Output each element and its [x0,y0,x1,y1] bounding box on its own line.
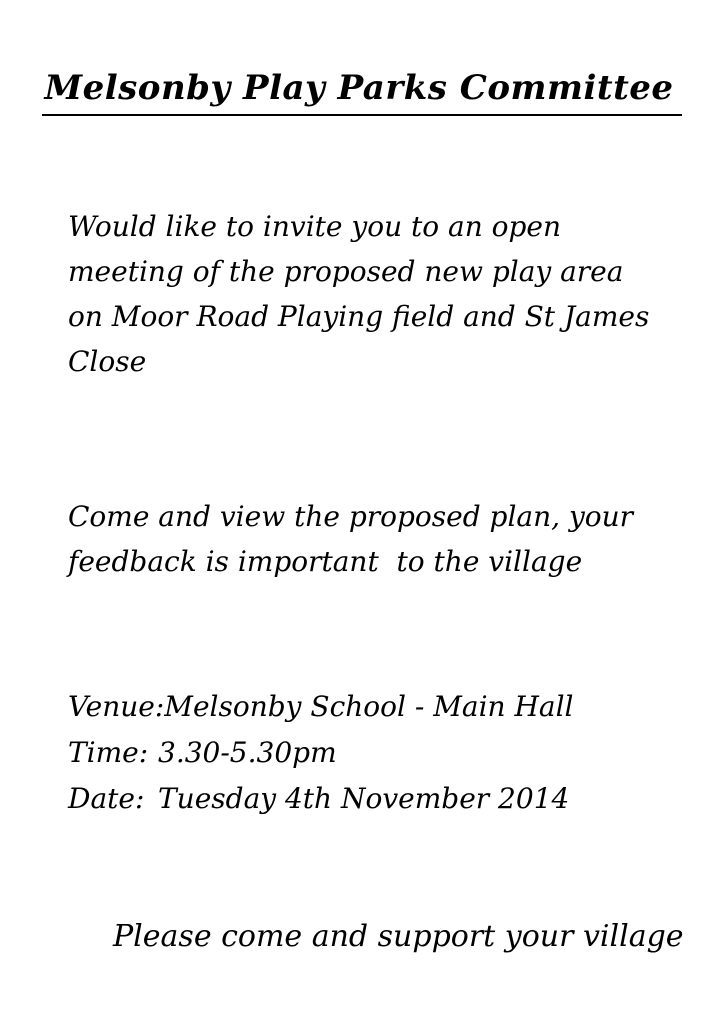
venue-line [68,684,654,730]
date-value: Tuesday 4th November 2014 [158,782,570,815]
time-label: Time: [68,736,149,769]
time-value: 3.30-5.30pm [158,736,337,769]
page-title: Melsonby Play Parks Committee [42,68,681,116]
date-label: Date: [68,782,145,815]
title-container [0,0,724,116]
venue-label: Venue: [68,690,165,723]
time-line [68,730,654,776]
feedback-paragraph: Come and view the proposed plan, your feedback is important to the village [68,500,642,578]
closing-line: Please come and support your village [113,919,684,954]
date-line [68,776,654,822]
event-details [68,684,654,822]
venue-value: Melsonby School - Main Hall [164,690,574,723]
invitation-paragraph: Would like to invite you to an open meeting of the proposed new play area on Moor Road Playing field and St James Close [68,210,659,378]
